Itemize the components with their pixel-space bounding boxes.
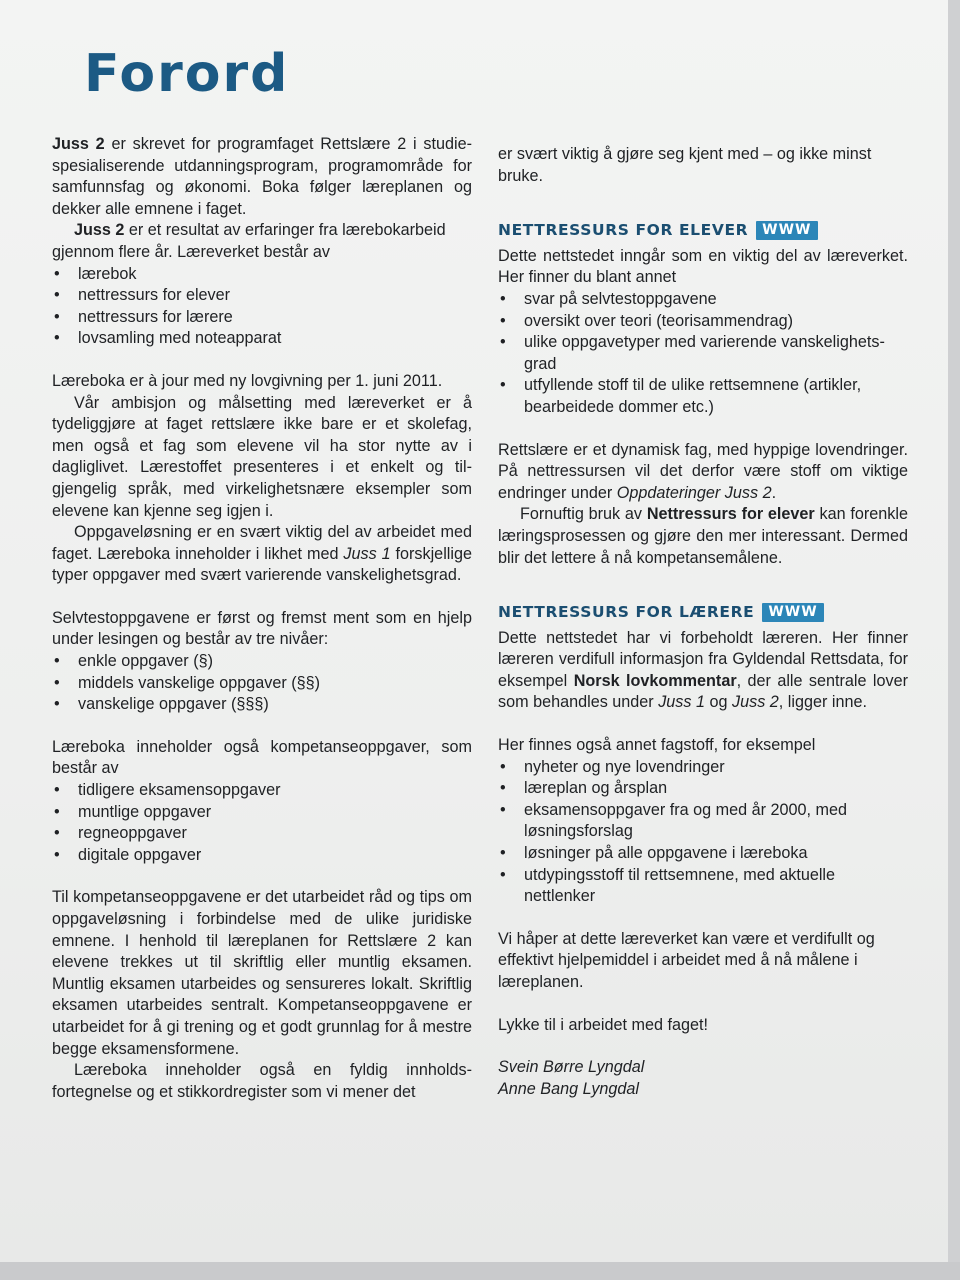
list-item: • utfyllende stoff til de ulike rettsemnene (artikler, bearbeidede dommer etc.) — [498, 375, 908, 418]
bullet-list — [52, 651, 472, 716]
paragraph: Fornuftig bruk av Nettressurs for elever kan forenkle læringsprosessen og gjøre den mer interessant. Dermed blir det lettere å nå kompetansemålene. — [498, 505, 908, 567]
list-item: • nyheter og nye lovendringer — [498, 757, 908, 779]
signature-author-1: Svein Børre Lyngdal — [498, 1058, 645, 1077]
paragraph: Til kompetanseoppgavene er det utarbeidet råd og tips om oppgaveløsning i forbindelse med de ulike juridiske emnene. I henhold til læreplanen for Rettslære 2 kan elevene trekkes ut til skriftlig eller muntlig eksamen. Muntlig eksamen utarbeides og sensureres lokalt. Skriftlig eksamen utarbeides sentralt. Kompetanseoppgavene er utarbeidet for å gi trening og et godt grunnlag for å mestre begge eksamensformene. — [52, 888, 472, 1058]
paragraph: Dette nettstedet inngår som en viktig del av læreverket. Her finner du blant annet — [498, 246, 908, 287]
paragraph: Selvtestoppgavene er først og fremst ment som en hjelp under lesingen og består av tre nivåer: — [52, 608, 472, 649]
bullet-list — [498, 289, 908, 419]
list-item: • tidligere eksamensoppgaver — [52, 780, 472, 802]
list-item: • lærebok — [52, 264, 472, 286]
paragraph: Vår ambisjon og målsetting med læreverket er å tydeliggjøre at faget rettslære ikke bare er et skolefag, men også et fag som elevene vil ha stor nytte av i dagliglivet. Lærestoffet presenteres i et enkelt og tilgjengelig språk, med virkelighetsnære eksempler som elevene kan kjenne seg igjen i. — [52, 393, 472, 520]
section-heading-elever: NETTRESSURS FOR ELEVER WWW — [498, 220, 908, 242]
paragraph: Læreboka er à jour med ny lovgivning per 1. juni 2011. — [52, 371, 443, 390]
bullet-list — [52, 780, 472, 866]
list-item: • regneoppgaver — [52, 823, 472, 845]
list-item: • nettressurs for lærere — [52, 307, 472, 329]
list-item: • utdypingsstoff til rettsemnene, med aktuelle nettlenker — [498, 865, 908, 908]
list-item: • ulike oppgavetyper med varierende vanskelighetsgrad — [498, 332, 908, 375]
left-column — [52, 134, 472, 1103]
list-item: • muntlige oppgaver — [52, 802, 472, 824]
section-heading-laerere: NETTRESSURS FOR LÆRERE WWW — [498, 602, 908, 624]
bullet-list — [498, 757, 908, 908]
list-item: • digitale oppgaver — [52, 845, 472, 867]
list-item: • svar på selvtestoppgavene — [498, 289, 908, 311]
list-item: • løsninger på alle oppgavene i læreboka — [498, 843, 908, 865]
list-item: • oversikt over teori (teorisammendrag) — [498, 311, 908, 333]
list-item: • enkle oppgaver (§) — [52, 651, 472, 673]
list-item: • læreplan og årsplan — [498, 778, 908, 800]
signature-author-2: Anne Bang Lyngdal — [498, 1079, 640, 1098]
list-item: • eksamensoppgaver fra og med år 2000, med løsningsforslag — [498, 800, 908, 843]
www-badge: WWW — [756, 221, 817, 240]
book-title-bold: Juss 2 — [52, 135, 105, 153]
page-edge-bottom — [0, 1262, 960, 1280]
paragraph: Juss 2 er et resultat av erfaringer fra lærebokarbeid gjennom flere år. Læreverket består av — [52, 221, 446, 261]
intro-paragraph: Juss 2 er skrevet for programfaget Rettslære 2 i studiespesialiserende utdanningsprogram, programområde for samfunnsfag og økonomi. Boka følger læreplanen og dekker alle emnene i faget. — [52, 135, 472, 218]
paragraph: Rettslære er et dynamisk fag, med hyppige lovendringer. På nettressursen vil det derfor være stoff om viktige endringer under Oppdateringer Juss 2. — [498, 440, 908, 502]
paragraph: Her finnes også annet fagstoff, for eksempel — [498, 736, 816, 755]
book-title-bold: Juss 2 — [74, 221, 125, 240]
list-item: • nettressurs for elever — [52, 285, 472, 307]
closing-wish: Lykke til i arbeidet med faget! — [498, 1015, 708, 1034]
paragraph: Læreboka inneholder også kompetanseoppgaver, som består av — [52, 737, 472, 778]
closing-paragraph: Vi håper at dette læreverket kan være et verdifullt og effektivt hjelpemiddel i arbeidet med å nå målene i læreplanen. — [498, 929, 875, 991]
www-badge: WWW — [762, 603, 823, 622]
right-column — [498, 144, 908, 1100]
list-item: • lovsamling med noteapparat — [52, 328, 472, 350]
paragraph: Dette nettstedet har vi forbeholdt læreren. Her finner læreren verdifull informasjon fra Gyldendal Rettsdata, for eksempel Norsk lovkommentar, der alle sentrale lover som behandles under Juss 1 og Juss 2, ligger inne. — [498, 628, 908, 712]
list-item: • middels vanskelige oppgaver (§§) — [52, 673, 472, 695]
page-title: Forord — [84, 44, 290, 104]
paragraph: Oppgaveløsning er en svært viktig del av arbeidet med faget. Læreboka inneholder i likhet med Juss 1 forskjellige typer oppgaver med svært varierende vanskelighetsgrad. — [52, 523, 472, 585]
list-item: • vanskelige oppgaver (§§§) — [52, 694, 472, 716]
paragraph: Læreboka inneholder også en fyldig innholdsfortegnelse og et stikkordregister som vi mener det — [52, 1061, 472, 1101]
page-edge-right — [948, 0, 960, 1280]
bullet-list — [52, 264, 472, 350]
paragraph: er svært viktig å gjøre seg kjent med – og ikke minst bruke. — [498, 145, 872, 185]
